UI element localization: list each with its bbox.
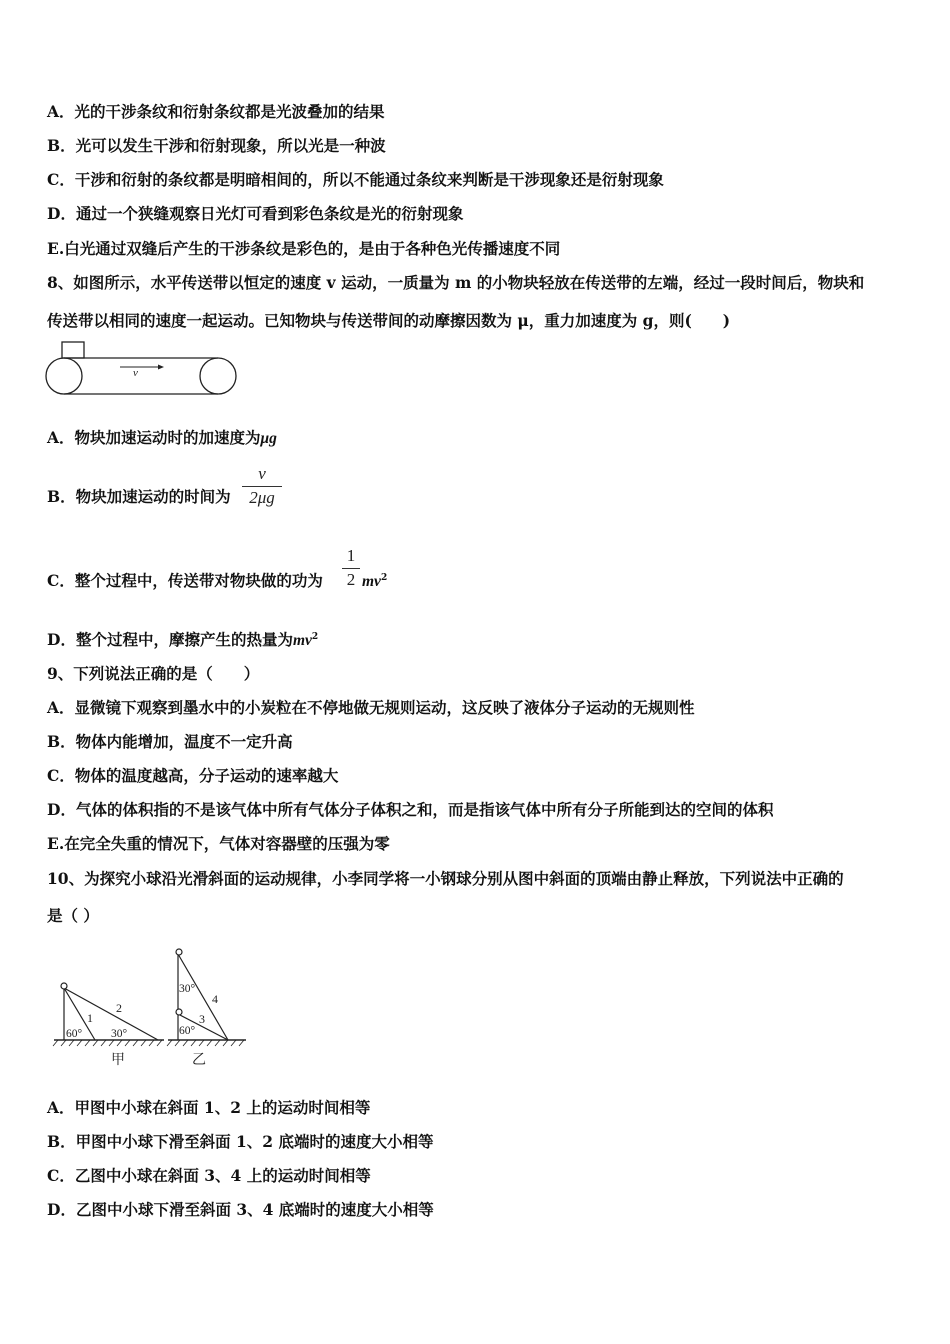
svg-text:2: 2: [116, 1001, 122, 1015]
q10-option-a: A．甲图中小球在斜面 1、2 上的运动时间相等: [47, 1098, 371, 1117]
q7-option-a: A．光的干涉条纹和衍射条纹都是光波叠加的结果: [47, 102, 385, 121]
q8-c-fraction: 1 2: [342, 546, 360, 590]
ball-jia: [61, 983, 67, 989]
q9-option-c: C．物体的温度越高，分子运动的速率越大: [47, 766, 339, 785]
velocity-label: v: [133, 367, 138, 379]
ball-yi-top: [176, 949, 182, 955]
q9-option-a: A．显微镜下观察到墨水中的小炭粒在不停地做无规则运动，这反映了液体分子运动的无规则性: [47, 698, 695, 717]
q7-option-c: C．干涉和衍射的条纹都是明暗相间的，所以不能通过条纹来判断是干涉现象还是衍射现象: [47, 170, 664, 189]
q9-option-b: B．物体内能增加，温度不一定升高: [47, 732, 293, 751]
svg-text:乙: 乙: [192, 1053, 206, 1068]
incline-figure: [40, 942, 255, 1072]
svg-text:60°: 60°: [66, 1028, 83, 1040]
svg-text:4: 4: [212, 992, 218, 1006]
q9-stem: 9、下列说法正确的是（ ）: [47, 664, 260, 683]
svg-text:30°: 30°: [179, 983, 196, 995]
q7-option-d: D．通过一个狭缝观察日光灯可看到彩色条纹是光的衍射现象: [47, 204, 464, 223]
q7-option-e: E.白光通过双缝后产生的干涉条纹是彩色的，是由于各种色光传播速度不同: [47, 239, 561, 258]
q10-option-c: C．乙图中小球在斜面 3、4 上的运动时间相等: [47, 1166, 371, 1185]
figure-yi: [167, 949, 246, 1068]
figure-jia: [53, 983, 164, 1068]
q7-option-b: B．光可以发生干涉和衍射现象，所以光是一种波: [47, 136, 386, 155]
svg-text:30°: 30°: [111, 1028, 128, 1040]
ball-yi-mid: [176, 1009, 182, 1015]
q10-stem-line2: 是（ ）: [47, 906, 99, 925]
svg-text:60°: 60°: [179, 1025, 196, 1037]
right-pulley: [200, 358, 236, 394]
q8-c-expr: $mv^2$: [362, 572, 388, 590]
q8-stem-line2: 传送带以相同的速度一起运动。已知物块与传送带间的动摩擦因数为 μ，重力加速度为 g，则( ): [47, 311, 731, 330]
q10-stem-line1: 10、为探究小球沿光滑斜面的运动规律，小李同学将一小钢球分别从图中斜面的顶端由静止释放，下列说法中正确的: [47, 869, 844, 888]
svg-text:1: 1: [87, 1011, 93, 1025]
q8-option-d: D．整个过程中，摩擦产生的热量为$mv^2$: [47, 630, 319, 649]
q8-option-a: A．物块加速运动时的加速度为μg: [47, 428, 277, 447]
q10-option-b: B．甲图中小球下滑至斜面 1、2 底端时的速度大小相等: [47, 1132, 434, 1151]
q8-stem-line1: 8、如图所示，水平传送带以恒定的速度 v 运动，一质量为 m 的小物块轻放在传送带的左端，经过一段时间后，物块和: [47, 273, 865, 292]
q9-option-e: E.在完全失重的情况下，气体对容器壁的压强为零: [47, 834, 390, 853]
q10-option-d: D．乙图中小球下滑至斜面 3、4 底端时的速度大小相等: [47, 1200, 434, 1219]
conveyor-belt-figure: [40, 338, 245, 400]
q8-option-b: B．物块加速运动的时间为: [47, 487, 231, 506]
svg-text:3: 3: [199, 1012, 205, 1026]
block: [62, 342, 84, 358]
q9-option-d: D．气体的体积指的不是该气体中所有气体分子体积之和，而是指该气体中所有分子所能到达的空间的体积: [47, 800, 774, 819]
left-pulley: [46, 358, 82, 394]
svg-text:甲: 甲: [111, 1053, 125, 1068]
q8-b-fraction: v 2μg: [242, 464, 282, 508]
q8-option-c: C．整个过程中，传送带对物块做的功为: [47, 571, 323, 590]
